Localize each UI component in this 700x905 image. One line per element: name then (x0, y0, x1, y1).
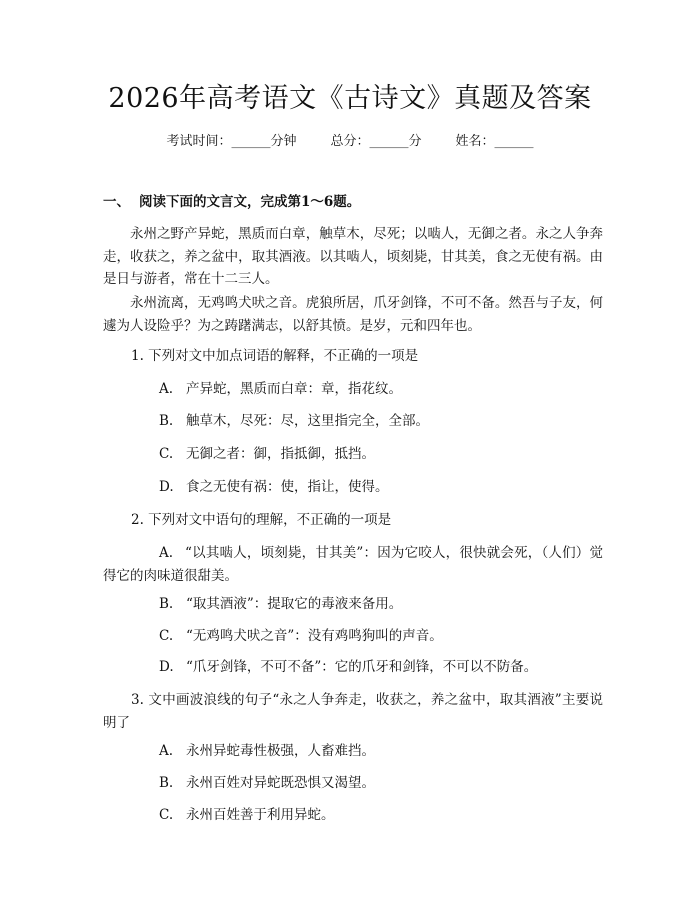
passage-paragraph-1: 永州之野产异蛇，黑质而白章，触草木，尽死；以啮人，无御之者。永之人争奔走，收获之，养之盆中，取其酒液。以其啮人，顷刻毙，甘其美，食之无使有祸。由是日与游者，常在十二三人。 (103, 226, 603, 287)
option-letter: D. (159, 659, 174, 675)
question-2-option-d (159, 656, 537, 678)
question-2-option-b (159, 593, 402, 615)
question-2-option-c (159, 625, 443, 647)
option-text: 触草木，尽死：尽，这里指完全，全部。 (186, 413, 429, 429)
option-letter: B. (159, 775, 174, 791)
option-letter: C. (159, 446, 174, 462)
question-1-option-c (159, 443, 375, 465)
option-text: “取其酒液”：提取它的毒液来备用。 (186, 596, 403, 612)
option-text: 食之无使有祸：使，指让，使得。 (186, 479, 389, 495)
exam-time-field: 考试时间：______分钟 (166, 134, 297, 149)
option-letter: C. (159, 807, 174, 823)
page-title: 2026年高考语文《古诗文》真题及答案 (108, 83, 592, 114)
section-heading (103, 192, 360, 212)
passage-paragraph-2: 永州流离，无鸡鸣犬吠之音。虎狼所居，爪牙剑锋，不可不备。然吾与子友，何遽为人设险乎？为之踌躇满志，以舒其愤。是岁，元和四年也。 (103, 295, 603, 334)
option-text: 产异蛇，黑质而白章：章，指花纹。 (186, 381, 402, 397)
option-text: “无鸡鸣犬吠之音”：没有鸡鸣狗叫的声音。 (186, 628, 443, 644)
total-score-field: 总分：______分 (330, 134, 422, 149)
question-3-option-b (159, 772, 375, 794)
question-1-stem: 1. 下列对文中加点词语的解释，不正确的一项是 (131, 348, 419, 364)
question-2-stem: 2. 下列对文中语句的理解，不正确的一项是 (131, 512, 392, 528)
option-letter: B. (159, 596, 174, 612)
option-letter: A. (159, 743, 174, 759)
option-text: “以其啮人，顷刻毙，甘其美”：因为它咬人，很快就会死，（人们）觉得它的肉味道很甜美。 (103, 545, 603, 584)
option-text: “爪牙剑锋，不可不备”：它的爪牙和剑锋，不可以不防备。 (186, 659, 538, 675)
option-letter: A. (159, 381, 174, 397)
option-text: 永州异蛇毒性极强，人畜难挡。 (186, 743, 375, 759)
question-3-stem: 3. 文中画波浪线的句子“永之人争奔走，收获之，养之盆中，取其酒液”主要说明了 (103, 692, 603, 731)
question-1-option-a (159, 378, 402, 400)
option-letter: D. (159, 479, 174, 495)
exam-meta (0, 132, 700, 152)
section-title: 阅读下面的文言文，完成第1～6题。 (139, 194, 361, 210)
option-letter: B. (159, 413, 174, 429)
question-3-option-c (159, 804, 335, 826)
option-text: 无御之者：御，指抵御，抵挡。 (186, 446, 375, 462)
option-letter: C. (159, 628, 174, 644)
option-text: 永州百姓善于利用异蛇。 (186, 807, 335, 823)
option-letter: A. (159, 545, 174, 561)
question-2-option-a (103, 542, 603, 587)
question-1-option-b (159, 410, 429, 432)
option-text: 永州百姓对异蛇既恐惧又渴望。 (186, 775, 375, 791)
name-field: 姓名：______ (455, 134, 534, 149)
question-3-option-a (159, 740, 375, 762)
question-1-option-d (159, 476, 389, 498)
section-number: 一、 (103, 194, 130, 210)
